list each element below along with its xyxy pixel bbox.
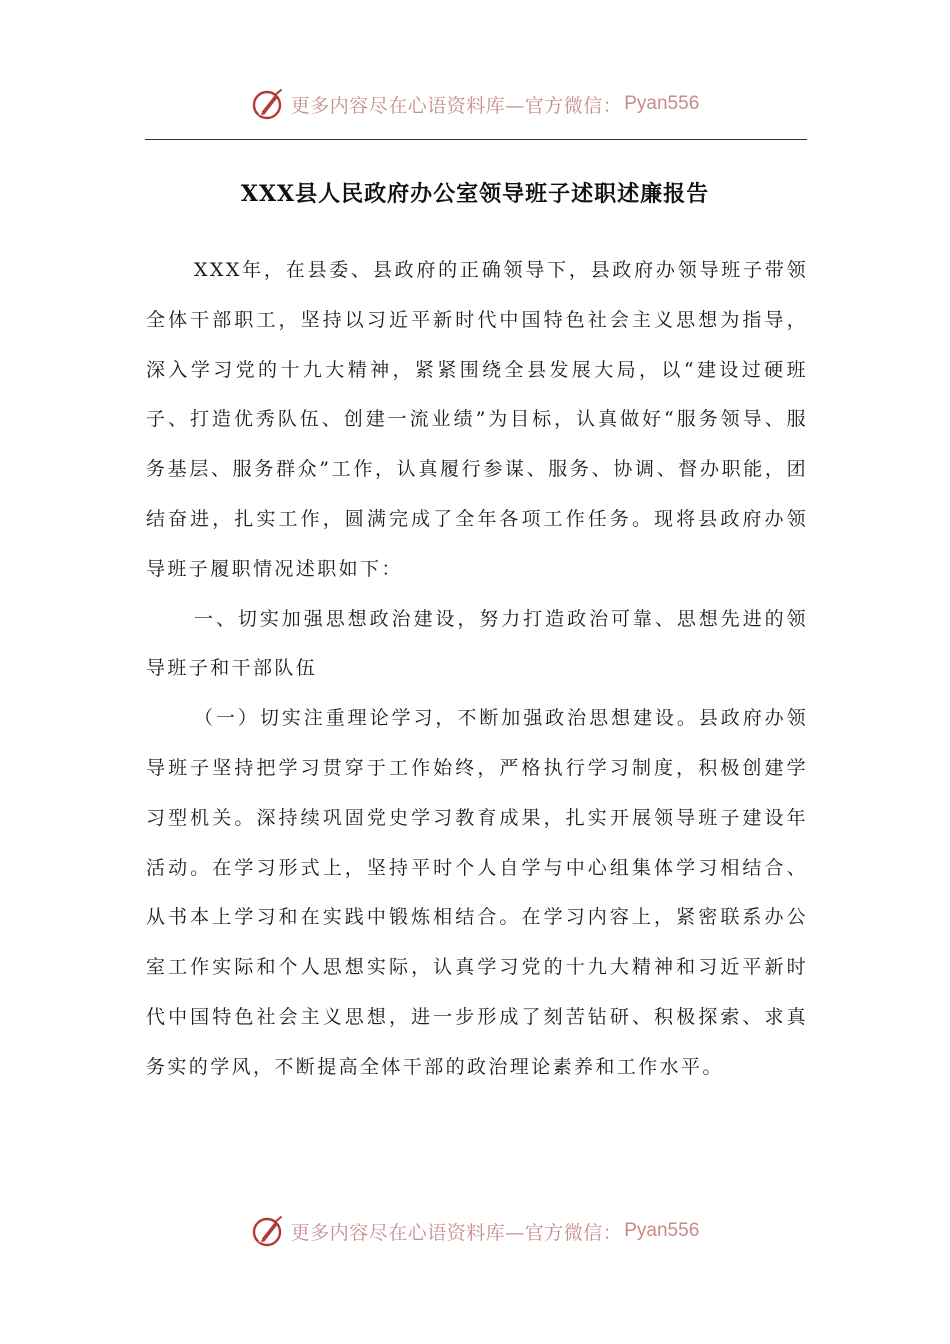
paragraph-subsection-1: （一）切实注重理论学习，不断加强政治思想建设。县政府办领导班子坚持把学习贯穿于工作始终，严格执行学习制度，积极创建学习型机关。深持续巩固党史学习教育成果，扎实开展领导班子建设年活动。在学习形式上，坚持平时个人自学与中心组集体学习相结合、从书本上学习和在实践中锻炼相结合。在学习内容上，紧密联系办公室工作实际和个人思想实际，认真学习党的十九大精神和习近平新时代中国特色社会主义思想，进一步形成了刻苦钻研、积极探索、求真务实的学风，不断提高全体干部的政治理论素养和工作水平。 bbox=[146, 707, 808, 1078]
paragraph-intro: XXX年，在县委、县政府的正确领导下，县政府办领导班子带领全体干部职工，坚持以习近平新时代中国特色社会主义思想为指导，深入学习党的十九大精神，紧紧围绕全县发展大局，以“建设过硬班子、打造优秀队伍、创建一流业绩”为目标，认真做好“服务领导、服务基层、服务群众”工作，认真履行参谋、服务、协调、督办职能，团结奋进，扎实工作，圆满完成了全年各项工作任务。现将县政府办领导班子履职情况述职如下： bbox=[146, 259, 808, 580]
quill-pen-circle-icon bbox=[251, 87, 285, 121]
section-heading-1: 一、切实加强思想政治建设，努力打造政治可靠、思想先进的领导班子和干部队伍 bbox=[146, 607, 808, 680]
header-banner bbox=[0, 84, 950, 124]
banner-text: 更多内容尽在心语资料库—官方微信： bbox=[290, 1221, 623, 1244]
header-divider bbox=[145, 139, 807, 140]
banner-handle: Pyan556 bbox=[624, 1220, 700, 1241]
document-body bbox=[146, 246, 808, 1093]
footer-banner bbox=[0, 1211, 950, 1251]
document-title: XXX县人民政府办公室领导班子述职述廉报告 bbox=[240, 181, 710, 207]
banner-text: 更多内容尽在心语资料库—官方微信： bbox=[290, 94, 623, 117]
quill-pen-circle-icon bbox=[251, 1214, 285, 1248]
banner-handle: Pyan556 bbox=[624, 93, 700, 114]
